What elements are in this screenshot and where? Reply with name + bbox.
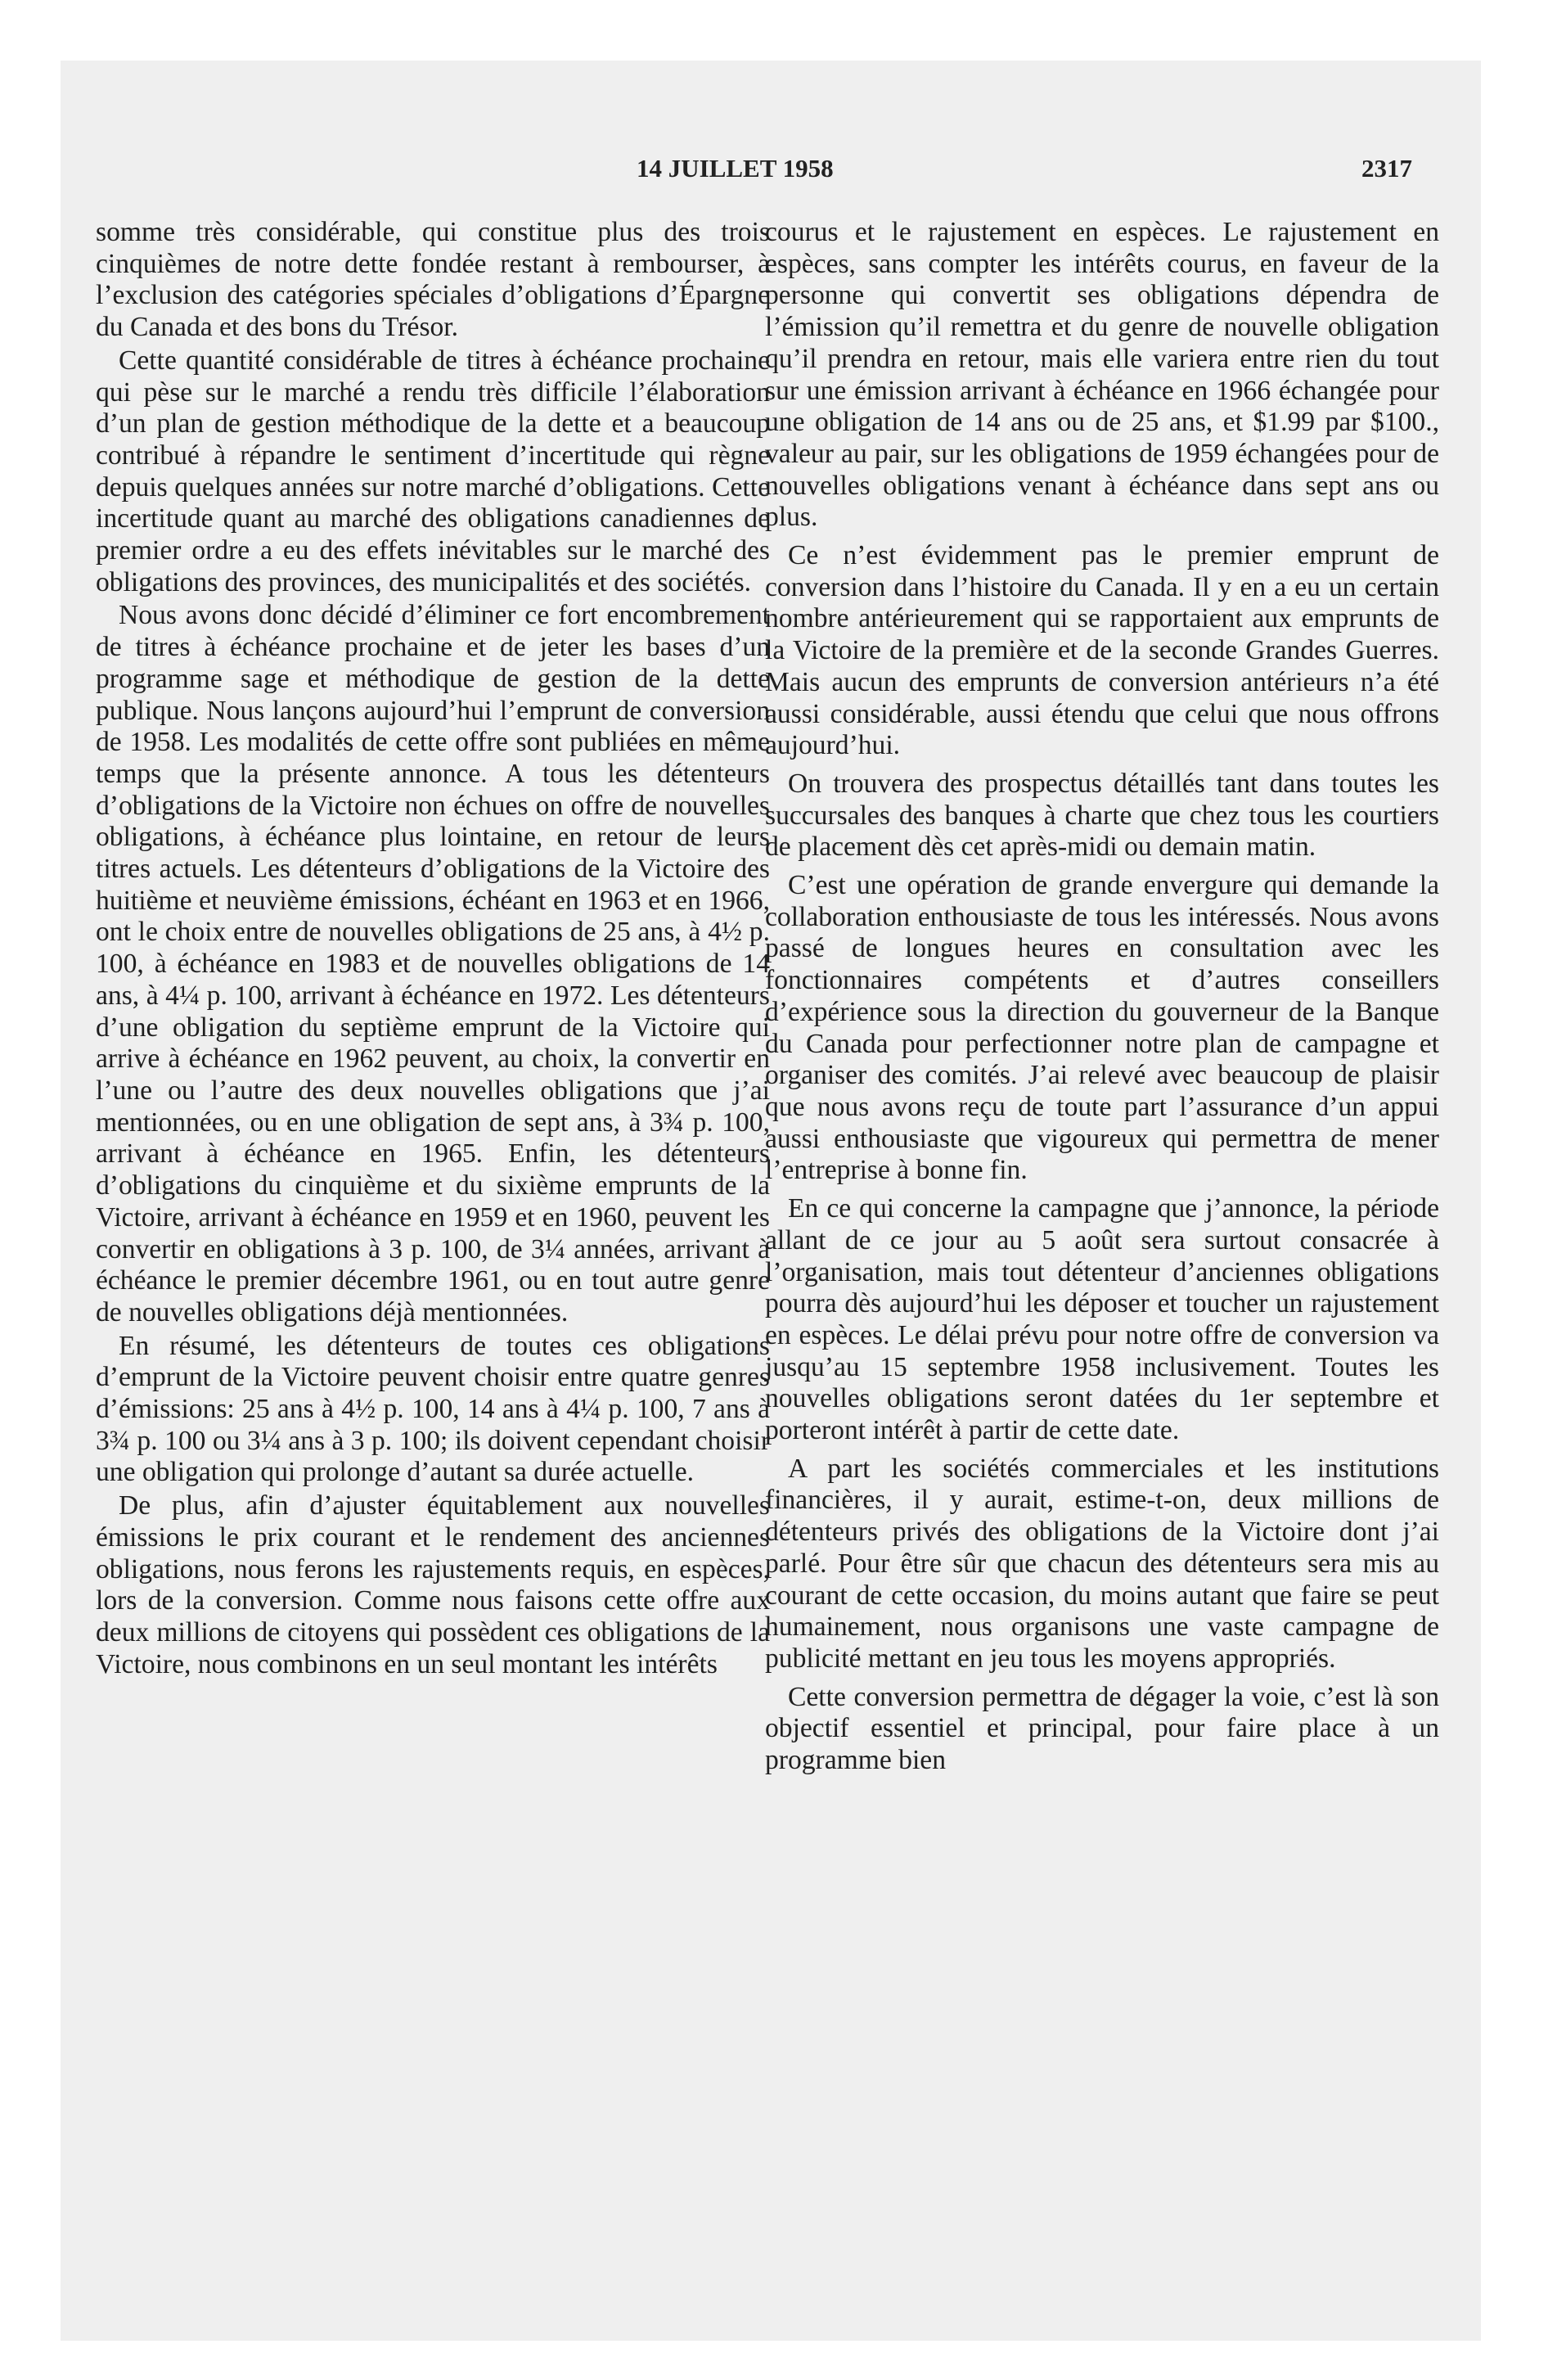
paragraph: En ce qui concerne la campagne que j’annonce, la période allant de ce jour au 5 août sera surtout consacrée à l’organisation, mais tout détenteur d’anciennes obligations pourra dès aujourd’hui les déposer et toucher un rajustement en espèces. Le délai prévu pour notre offre de conversion va jusqu’au 15 septembre 1958 inclusivement. Toutes les nouvelles obligations seront datées du 1er septembre et porteront intérêt à partir de cette date. bbox=[765, 1193, 1439, 1446]
page-number: 2317 bbox=[1361, 154, 1412, 183]
paragraph: somme très considérable, qui constitue plus des trois cinquièmes de notre dette fondée restant à rembourser, à l’exclusion des catégories spéciales d’obligations d’Épargne du Canada et des bons du Trésor. bbox=[96, 217, 770, 343]
paragraph: C’est une opération de grande envergure qui demande la collaboration enthousiaste de tous les intéressés. Nous avons passé de longues heures en consultation avec les fonctionnaires compétents et d’autres conseillers d’expérience sous la direction du gouverneur de la Banque du Canada pour perfectionner notre plan de campagne et organiser des comités. J’ai relevé avec beaucoup de plaisir que nous avons reçu de toute part l’assurance d’un appui aussi enthousiaste que vigoureux qui permettra de mener l’entreprise à bonne fin. bbox=[765, 870, 1439, 1186]
left-column bbox=[96, 217, 770, 1680]
paragraph: En résumé, les détenteurs de toutes ces obligations d’emprunt de la Victoire peuvent choisir entre quatre genres d’émissions: 25 ans à 4½ p. 100, 14 ans à 4¼ p. 100, 7 ans à 3¾ p. 100 ou 3¼ ans à 3 p. 100; ils doivent cependant choisir une obligation qui prolonge d’autant sa durée actuelle. bbox=[96, 1330, 770, 1488]
paragraph: Cette quantité considérable de titres à échéance prochaine qui pèse sur le marché a rendu très difficile l’élaboration d’un plan de gestion méthodique de la dette et a beaucoup contribué à répandre le sentiment d’incertitude qui règne depuis quelques années sur notre marché d’obligations. Cette incertitude quant au marché des obligations canadiennes de premier ordre a eu des effets inévitables sur le marché des obligations des provinces, des municipalités et des sociétés. bbox=[96, 345, 770, 597]
paragraph: De plus, afin d’ajuster équitablement aux nouvelles émissions le prix courant et le rendement des anciennes obligations, nous ferons les rajustements requis, en espèces, lors de la conversion. Comme nous faisons cette offre aux deux millions de citoyens qui possèdent ces obligations de la Victoire, nous combinons en un seul montant les intérêts bbox=[96, 1490, 770, 1679]
paragraph: On trouvera des prospectus détaillés tant dans toutes les succursales des banques à charte que chez tous les courtiers de placement dès cet après-midi ou demain matin. bbox=[765, 768, 1439, 863]
paragraph: Nous avons donc décidé d’éliminer ce fort encombrement de titres à échéance prochaine et de jeter les bases d’un programme sage et méthodique de gestion de la dette publique. Nous lançons aujourd’hui l’emprunt de conversion de 1958. Les modalités de cette offre sont publiées en même temps que la présente annonce. A tous les détenteurs d’obligations de la Victoire non échues on offre de nouvelles obligations, à échéance plus lointaine, en retour de leurs titres actuels. Les détenteurs d’obligations de la Victoire des huitième et neuvième émissions, échéant en 1963 et en 1966, ont le choix entre de nouvelles obligations de 25 ans, à 4½ p. 100, à échéance en 1983 et de nouvelles obligations de 14 ans, à 4¼ p. 100, arrivant à échéance en 1972. Les détenteurs d’une obligation du septième emprunt de la Victoire qui arrive à échéance en 1962 peuvent, au choix, la convertir en l’une ou l’autre des deux nouvelles obligations que j’ai mentionnées, ou en une obligation de sept ans, à 3¾ p. 100, arrivant à échéance en 1965. Enfin, les détenteurs d’obligations du cinquième et du sixième emprunts de la Victoire, arrivant à échéance en 1959 et en 1960, peuvent les convertir en obligations à 3 p. 100, de 3¼ années, arrivant à échéance le premier décembre 1961, ou en tout autre genre de nouvelles obligations déjà mentionnées. bbox=[96, 600, 770, 1327]
paragraph: courus et le rajustement en espèces. Le rajustement en espèces, sans compter les intérêts courus, en faveur de la personne qui convertit ses obligations dépendra de l’émission qu’il remettra et du genre de nouvelle obligation qu’il prendra en retour, mais elle variera entre rien du tout sur une émission arrivant à échéance en 1966 échangée pour une obligation de 14 ans ou de 25 ans, et $1.99 par $100., valeur au pair, sur les obligations de 1959 échangées pour de nouvelles obligations venant à échéance dans sept ans ou plus. bbox=[765, 217, 1439, 533]
right-column bbox=[765, 217, 1439, 1777]
paragraph: Ce n’est évidemment pas le premier emprunt de conversion dans l’histoire du Canada. Il y en a eu un certain nombre antérieurement qui se rapportaient aux emprunts de la Victoire de la première et de la seconde Grandes Guerres. Mais aucun des emprunts de conversion antérieurs n’a été aussi considérable, aussi étendu que celui que nous offrons aujourd’hui. bbox=[765, 540, 1439, 761]
header-date: 14 JUILLET 1958 bbox=[637, 154, 834, 183]
paragraph: A part les sociétés commerciales et les institutions financières, il y aurait, estime-t-on, deux millions de détenteurs privés des obligations de la Victoire dont j’ai parlé. Pour être sûr que chacun des détenteurs sera mis au courant de cette occasion, du moins autant que faire se peut humainement, nous organisons une vaste campagne de publicité mettant en jeu tous les moyens appropriés. bbox=[765, 1453, 1439, 1674]
page-header bbox=[74, 154, 1412, 195]
paragraph: Cette conversion permettra de dégager la voie, c’est là son objectif essentiel et principal, pour faire place à un programme bien bbox=[765, 1681, 1439, 1776]
